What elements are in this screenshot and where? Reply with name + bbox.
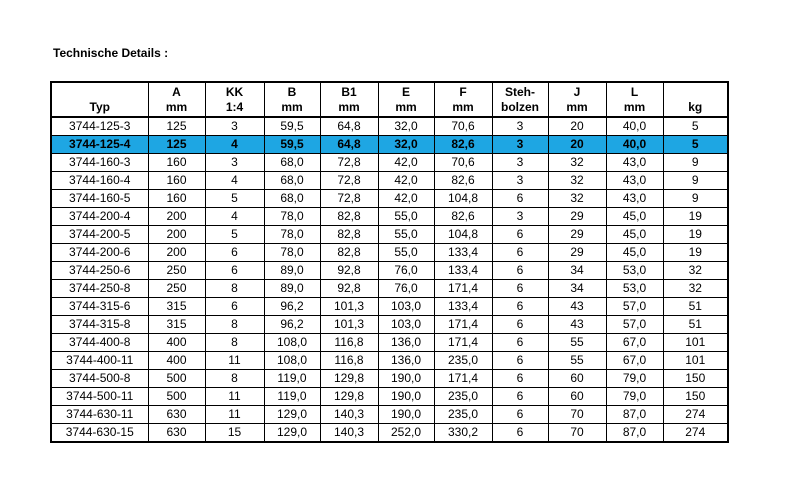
table-cell-b: 108,0 xyxy=(264,334,320,352)
column-header-line1: B1 xyxy=(341,85,357,99)
table-cell-stehbolzen: 6 xyxy=(492,262,548,280)
column-header-line1: J xyxy=(573,85,581,99)
table-cell-l: 67,0 xyxy=(606,334,663,352)
page-title: Technische Details : xyxy=(53,46,169,60)
table-cell-f: 70,6 xyxy=(434,154,492,172)
table-cell-a: 160 xyxy=(148,172,205,190)
table-cell-e: 55,0 xyxy=(378,244,434,262)
table-cell-kg: 19 xyxy=(663,226,728,244)
column-header-a xyxy=(148,82,205,117)
table-cell-kg: 9 xyxy=(663,172,728,190)
table-cell-a: 315 xyxy=(148,298,205,316)
table-cell-l: 87,0 xyxy=(606,406,663,424)
table-cell-b1: 116,8 xyxy=(320,334,378,352)
table-cell-e: 76,0 xyxy=(378,262,434,280)
table-cell-b1: 72,8 xyxy=(320,154,378,172)
column-header-l xyxy=(606,82,663,117)
table-cell-f: 235,0 xyxy=(434,406,492,424)
table-cell-e: 55,0 xyxy=(378,226,434,244)
table-cell-b1: 72,8 xyxy=(320,172,378,190)
column-header-line1 xyxy=(52,85,148,100)
column-header-line2: 1:4 xyxy=(225,100,244,114)
column-header-line2: mm xyxy=(566,100,588,114)
table-cell-e: 190,0 xyxy=(378,388,434,406)
table-cell-b: 59,5 xyxy=(264,117,320,136)
column-header-line2: mm xyxy=(623,100,646,114)
table-cell-j: 29 xyxy=(548,226,606,244)
table-row xyxy=(51,208,728,226)
table-cell-j: 43 xyxy=(548,316,606,334)
table-cell-f: 133,4 xyxy=(434,244,492,262)
column-header-line1 xyxy=(664,85,728,100)
table-row xyxy=(51,172,728,190)
table-cell-l: 53,0 xyxy=(606,262,663,280)
table-cell-b: 68,0 xyxy=(264,190,320,208)
table-cell-j: 34 xyxy=(548,262,606,280)
column-header-line1: L xyxy=(630,85,639,99)
table-cell-typ: 3744-315-6 xyxy=(51,298,148,316)
table-cell-kg: 9 xyxy=(663,190,728,208)
table-cell-a: 125 xyxy=(148,136,205,154)
table-row xyxy=(51,244,728,262)
table-cell-l: 43,0 xyxy=(606,172,663,190)
table-cell-j: 43 xyxy=(548,298,606,316)
table-cell-f: 82,6 xyxy=(434,208,492,226)
table-cell-b1: 101,3 xyxy=(320,316,378,334)
table-cell-j: 34 xyxy=(548,280,606,298)
table-row xyxy=(51,117,728,136)
table-row xyxy=(51,190,728,208)
table-cell-e: 32,0 xyxy=(378,136,434,154)
specs-table xyxy=(50,81,729,443)
table-cell-kg: 51 xyxy=(663,298,728,316)
table-header xyxy=(51,82,728,117)
table-row xyxy=(51,154,728,172)
table-cell-kk: 11 xyxy=(205,352,264,370)
table-cell-b1: 129,8 xyxy=(320,388,378,406)
table-cell-f: 70,6 xyxy=(434,117,492,136)
table-cell-e: 42,0 xyxy=(378,154,434,172)
table-cell-typ: 3744-250-8 xyxy=(51,280,148,298)
table-cell-e: 42,0 xyxy=(378,172,434,190)
table-cell-typ: 3744-250-6 xyxy=(51,262,148,280)
table-cell-kk: 8 xyxy=(205,280,264,298)
table-row xyxy=(51,262,728,280)
table-cell-stehbolzen: 3 xyxy=(492,136,548,154)
table-cell-b1: 72,8 xyxy=(320,190,378,208)
table-cell-stehbolzen: 3 xyxy=(492,172,548,190)
table-cell-kg: 9 xyxy=(663,154,728,172)
column-header-line2: bolzen xyxy=(501,100,539,114)
table-cell-j: 70 xyxy=(548,406,606,424)
table-cell-a: 400 xyxy=(148,352,205,370)
table-cell-stehbolzen: 6 xyxy=(492,298,548,316)
table-cell-typ: 3744-630-15 xyxy=(51,424,148,443)
table-cell-kk: 8 xyxy=(205,316,264,334)
table-cell-j: 32 xyxy=(548,172,606,190)
table-cell-kg: 19 xyxy=(663,244,728,262)
table-cell-stehbolzen: 6 xyxy=(492,352,548,370)
table-row xyxy=(51,370,728,388)
column-header-line2: mm xyxy=(395,100,417,114)
table-cell-b: 78,0 xyxy=(264,208,320,226)
table-cell-kk: 8 xyxy=(205,334,264,352)
table-cell-b1: 101,3 xyxy=(320,298,378,316)
table-cell-stehbolzen: 3 xyxy=(492,208,548,226)
table-cell-stehbolzen: 6 xyxy=(492,190,548,208)
table-cell-b: 96,2 xyxy=(264,298,320,316)
table-row xyxy=(51,352,728,370)
table-cell-l: 79,0 xyxy=(606,370,663,388)
table-cell-a: 160 xyxy=(148,190,205,208)
table-cell-f: 133,4 xyxy=(434,298,492,316)
table-cell-b1: 64,8 xyxy=(320,136,378,154)
table-cell-l: 53,0 xyxy=(606,280,663,298)
table-cell-a: 200 xyxy=(148,226,205,244)
table-cell-stehbolzen: 6 xyxy=(492,244,548,262)
table-cell-kk: 11 xyxy=(205,388,264,406)
table-row xyxy=(51,388,728,406)
table-cell-stehbolzen: 3 xyxy=(492,154,548,172)
table-cell-a: 250 xyxy=(148,262,205,280)
column-header-line1: E xyxy=(401,85,410,99)
table-cell-b: 108,0 xyxy=(264,352,320,370)
table-cell-a: 125 xyxy=(148,117,205,136)
table-cell-kk: 5 xyxy=(205,190,264,208)
table-cell-b: 96,2 xyxy=(264,316,320,334)
table-cell-e: 136,0 xyxy=(378,334,434,352)
table-cell-kk: 5 xyxy=(205,226,264,244)
column-header-line2: Typ xyxy=(89,100,110,114)
column-header-line2: mm xyxy=(452,100,474,114)
column-header-typ xyxy=(51,82,148,117)
table-cell-a: 315 xyxy=(148,316,205,334)
table-cell-f: 330,2 xyxy=(434,424,492,443)
table-cell-b1: 82,8 xyxy=(320,244,378,262)
table-cell-f: 171,4 xyxy=(434,316,492,334)
table-cell-j: 60 xyxy=(548,388,606,406)
table-cell-typ: 3744-315-8 xyxy=(51,316,148,334)
table-cell-a: 500 xyxy=(148,370,205,388)
column-header-kg xyxy=(663,82,728,117)
table-cell-kk: 8 xyxy=(205,370,264,388)
table-cell-kg: 51 xyxy=(663,316,728,334)
table-cell-b1: 64,8 xyxy=(320,117,378,136)
table-cell-a: 630 xyxy=(148,406,205,424)
table-cell-typ: 3744-160-3 xyxy=(51,154,148,172)
table-cell-kg: 101 xyxy=(663,334,728,352)
column-header-kk xyxy=(205,82,264,117)
table-cell-a: 630 xyxy=(148,424,205,443)
column-header-line1: KK xyxy=(225,85,244,99)
column-header-line2: mm xyxy=(165,100,188,114)
table-cell-b1: 140,3 xyxy=(320,406,378,424)
table-cell-b: 129,0 xyxy=(264,406,320,424)
table-cell-l: 57,0 xyxy=(606,298,663,316)
table-cell-kg: 5 xyxy=(663,117,728,136)
column-header-f xyxy=(434,82,492,117)
table-cell-b: 129,0 xyxy=(264,424,320,443)
table-cell-typ: 3744-400-11 xyxy=(51,352,148,370)
table-cell-b: 78,0 xyxy=(264,244,320,262)
table-cell-e: 190,0 xyxy=(378,370,434,388)
table-cell-kk: 6 xyxy=(205,262,264,280)
table-cell-typ: 3744-125-4 xyxy=(51,136,148,154)
table-cell-j: 29 xyxy=(548,208,606,226)
table-cell-stehbolzen: 6 xyxy=(492,388,548,406)
table-cell-f: 82,6 xyxy=(434,172,492,190)
table-cell-a: 160 xyxy=(148,154,205,172)
table-row xyxy=(51,424,728,443)
table-cell-e: 103,0 xyxy=(378,316,434,334)
table-cell-l: 43,0 xyxy=(606,154,663,172)
table-cell-b1: 92,8 xyxy=(320,280,378,298)
table-cell-b: 119,0 xyxy=(264,370,320,388)
table-row xyxy=(51,316,728,334)
table-cell-b: 78,0 xyxy=(264,226,320,244)
table-cell-stehbolzen: 6 xyxy=(492,370,548,388)
table-cell-typ: 3744-200-5 xyxy=(51,226,148,244)
table-cell-f: 104,8 xyxy=(434,190,492,208)
table-cell-kg: 19 xyxy=(663,208,728,226)
table-cell-l: 40,0 xyxy=(606,136,663,154)
table-cell-a: 250 xyxy=(148,280,205,298)
table-cell-j: 70 xyxy=(548,424,606,443)
table-cell-e: 42,0 xyxy=(378,190,434,208)
table-cell-e: 252,0 xyxy=(378,424,434,443)
table-row xyxy=(51,334,728,352)
table-cell-j: 55 xyxy=(548,352,606,370)
table-cell-typ: 3744-200-4 xyxy=(51,208,148,226)
table-cell-a: 500 xyxy=(148,388,205,406)
table-cell-a: 400 xyxy=(148,334,205,352)
column-header-line2: mm xyxy=(281,100,303,114)
table-cell-b1: 92,8 xyxy=(320,262,378,280)
column-header-j xyxy=(548,82,606,117)
table-cell-b1: 82,8 xyxy=(320,226,378,244)
table-cell-j: 20 xyxy=(548,117,606,136)
table-cell-b: 59,5 xyxy=(264,136,320,154)
table-cell-b1: 140,3 xyxy=(320,424,378,443)
table-cell-kk: 4 xyxy=(205,208,264,226)
table-cell-typ: 3744-200-6 xyxy=(51,244,148,262)
table-cell-kg: 32 xyxy=(663,262,728,280)
table-cell-e: 136,0 xyxy=(378,352,434,370)
table-cell-f: 82,6 xyxy=(434,136,492,154)
table-cell-j: 55 xyxy=(548,334,606,352)
header-row xyxy=(51,82,728,117)
table-cell-kk: 6 xyxy=(205,298,264,316)
table-cell-l: 45,0 xyxy=(606,208,663,226)
table-body xyxy=(51,117,728,442)
table-cell-stehbolzen: 6 xyxy=(492,424,548,443)
table-cell-l: 87,0 xyxy=(606,424,663,443)
table-row xyxy=(51,226,728,244)
table-cell-typ: 3744-160-4 xyxy=(51,172,148,190)
column-header-line2: kg xyxy=(688,100,703,114)
table-cell-j: 60 xyxy=(548,370,606,388)
table-cell-kk: 4 xyxy=(205,136,264,154)
table-cell-f: 171,4 xyxy=(434,370,492,388)
table-cell-j: 32 xyxy=(548,190,606,208)
table-cell-j: 20 xyxy=(548,136,606,154)
table-cell-b: 119,0 xyxy=(264,388,320,406)
table-cell-typ: 3744-630-11 xyxy=(51,406,148,424)
table-cell-kg: 150 xyxy=(663,370,728,388)
table-cell-typ: 3744-500-11 xyxy=(51,388,148,406)
table-cell-a: 200 xyxy=(148,208,205,226)
table-cell-e: 103,0 xyxy=(378,298,434,316)
table-cell-typ: 3744-400-8 xyxy=(51,334,148,352)
table-row xyxy=(51,280,728,298)
table-cell-l: 45,0 xyxy=(606,226,663,244)
table-cell-stehbolzen: 6 xyxy=(492,316,548,334)
table-cell-stehbolzen: 6 xyxy=(492,280,548,298)
table-cell-b1: 82,8 xyxy=(320,208,378,226)
column-header-line1: F xyxy=(459,85,467,99)
table-cell-stehbolzen: 6 xyxy=(492,334,548,352)
table-cell-typ: 3744-125-3 xyxy=(51,117,148,136)
table-cell-b: 68,0 xyxy=(264,172,320,190)
table-cell-stehbolzen: 3 xyxy=(492,117,548,136)
table-row-highlighted xyxy=(51,136,728,154)
table-cell-e: 55,0 xyxy=(378,208,434,226)
column-header-stehbolzen xyxy=(492,82,548,117)
table-cell-j: 32 xyxy=(548,154,606,172)
column-header-b xyxy=(264,82,320,117)
column-header-b1 xyxy=(320,82,378,117)
table-cell-e: 190,0 xyxy=(378,406,434,424)
column-header-e xyxy=(378,82,434,117)
table-cell-stehbolzen: 6 xyxy=(492,226,548,244)
table-cell-e: 76,0 xyxy=(378,280,434,298)
table-cell-b: 89,0 xyxy=(264,262,320,280)
column-header-line1: Steh- xyxy=(505,85,535,99)
table-cell-b: 68,0 xyxy=(264,154,320,172)
table-cell-l: 43,0 xyxy=(606,190,663,208)
table-cell-l: 79,0 xyxy=(606,388,663,406)
table-cell-b1: 116,8 xyxy=(320,352,378,370)
table-cell-f: 171,4 xyxy=(434,280,492,298)
table-cell-kg: 274 xyxy=(663,406,728,424)
table-cell-l: 67,0 xyxy=(606,352,663,370)
table-cell-kk: 4 xyxy=(205,172,264,190)
column-header-line1: B xyxy=(287,85,297,99)
table-cell-e: 32,0 xyxy=(378,117,434,136)
table-row xyxy=(51,298,728,316)
table-cell-kg: 150 xyxy=(663,388,728,406)
table-cell-l: 45,0 xyxy=(606,244,663,262)
table-cell-f: 235,0 xyxy=(434,388,492,406)
table-cell-kk: 15 xyxy=(205,424,264,443)
table-cell-kk: 6 xyxy=(205,244,264,262)
table-cell-a: 200 xyxy=(148,244,205,262)
table-cell-typ: 3744-500-8 xyxy=(51,370,148,388)
table-cell-kg: 5 xyxy=(663,136,728,154)
table-cell-j: 29 xyxy=(548,244,606,262)
table-cell-stehbolzen: 6 xyxy=(492,406,548,424)
column-header-line2: mm xyxy=(338,100,360,114)
table-row xyxy=(51,406,728,424)
table-cell-l: 57,0 xyxy=(606,316,663,334)
table-cell-f: 171,4 xyxy=(434,334,492,352)
table-cell-kk: 3 xyxy=(205,117,264,136)
table-cell-typ: 3744-160-5 xyxy=(51,190,148,208)
table-cell-f: 104,8 xyxy=(434,226,492,244)
table-cell-b: 89,0 xyxy=(264,280,320,298)
table-cell-kk: 11 xyxy=(205,406,264,424)
table-cell-kg: 32 xyxy=(663,280,728,298)
table-cell-kg: 274 xyxy=(663,424,728,443)
table-cell-b1: 129,8 xyxy=(320,370,378,388)
table-cell-f: 133,4 xyxy=(434,262,492,280)
table-cell-f: 235,0 xyxy=(434,352,492,370)
table-cell-kg: 101 xyxy=(663,352,728,370)
column-header-line1: A xyxy=(172,85,181,99)
table-cell-l: 40,0 xyxy=(606,117,663,136)
table-cell-kk: 3 xyxy=(205,154,264,172)
